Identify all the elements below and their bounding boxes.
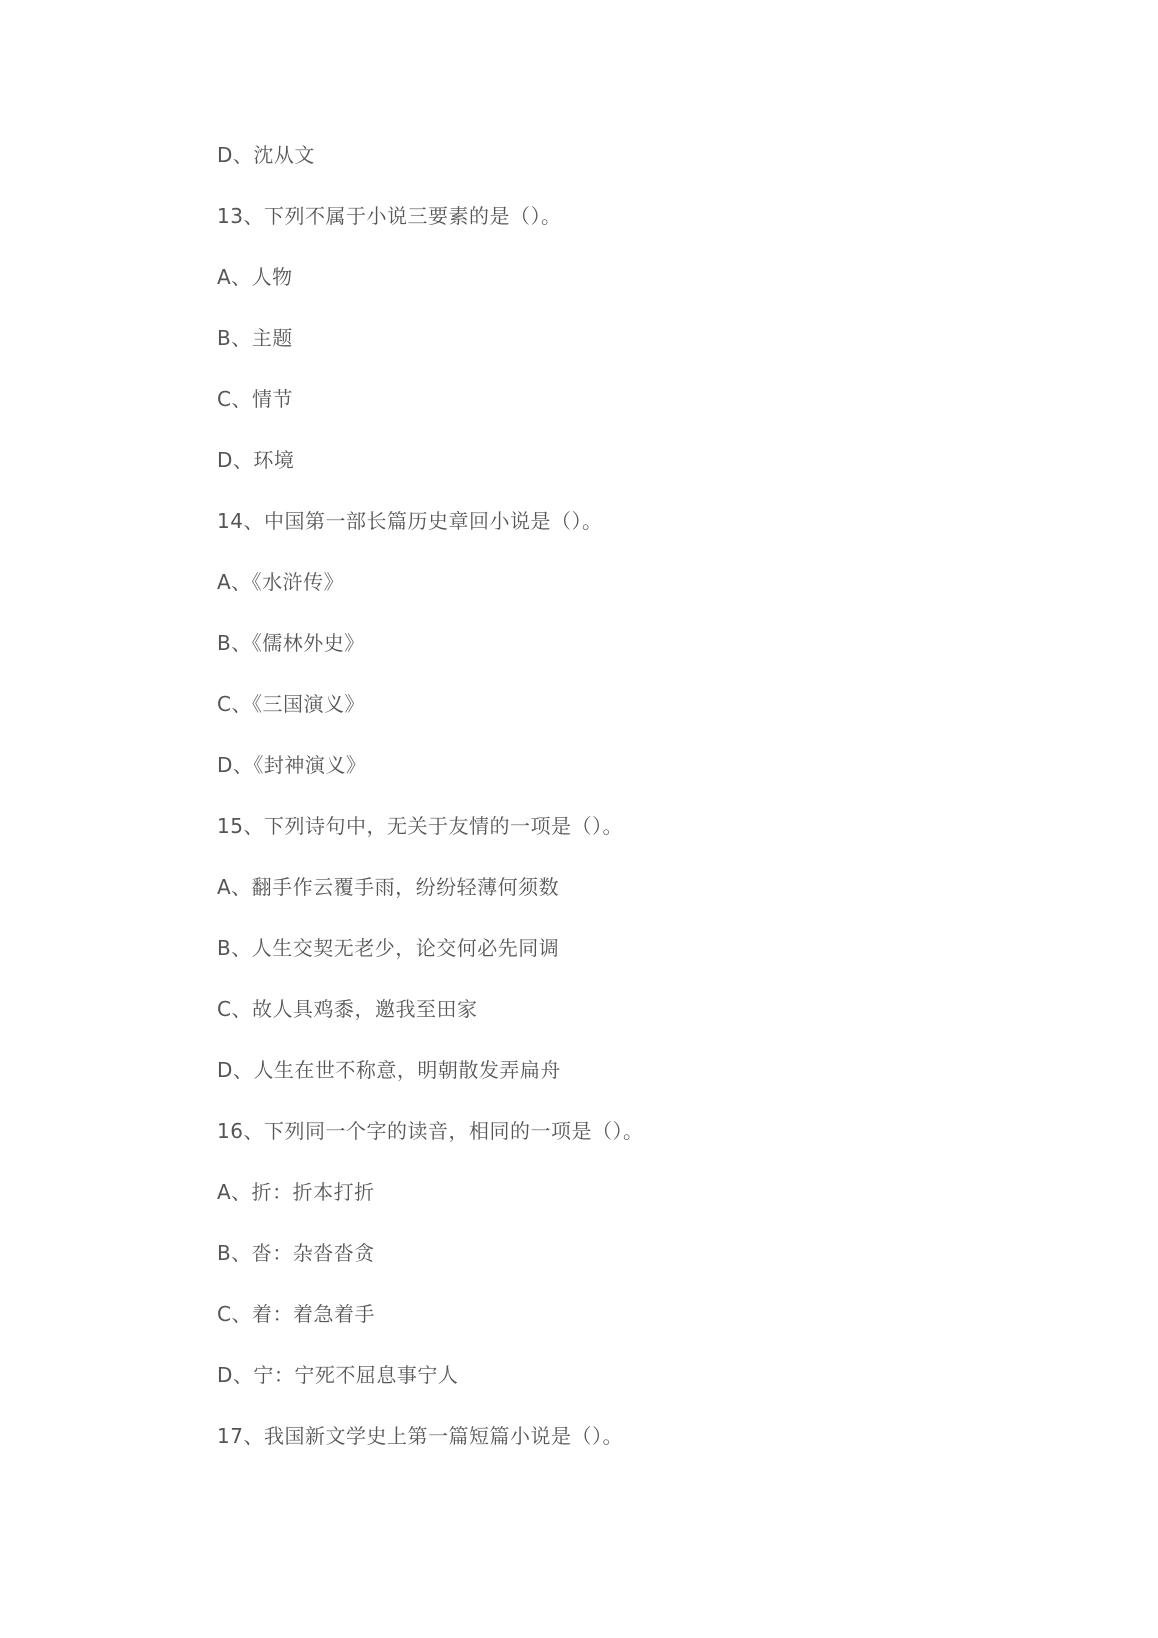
option-16-b: B、沓：杂沓沓贪: [217, 1241, 375, 1265]
option-16-c: C、着：着急着手: [217, 1302, 375, 1326]
option-13-a: A、人物: [217, 265, 293, 289]
option-15-d: D、人生在世不称意，明朝散发弄扁舟: [217, 1058, 561, 1082]
option-16-a: A、折：折本打折: [217, 1180, 375, 1204]
option-15-b: B、人生交契无老少，论交何必先同调: [217, 936, 560, 960]
option-16-d: D、宁：宁死不屈息事宁人: [217, 1363, 459, 1387]
option-12-d: D、沈从文: [217, 143, 315, 167]
option-14-c: C、《三国演义》: [217, 692, 365, 716]
option-13-b: B、主题: [217, 326, 293, 350]
question-16: 16、下列同一个字的读音，相同的一项是（）。: [217, 1119, 644, 1143]
option-15-a: A、翻手作云覆手雨，纷纷轻薄何须数: [217, 875, 560, 899]
option-13-c: C、情节: [217, 387, 293, 411]
option-15-c: C、故人具鸡黍，邀我至田家: [217, 997, 478, 1021]
option-13-d: D、环境: [217, 448, 295, 472]
question-14: 14、中国第一部长篇历史章回小说是（）。: [217, 509, 603, 533]
option-14-d: D、《封神演义》: [217, 753, 367, 777]
question-15: 15、下列诗句中，无关于友情的一项是（）。: [217, 814, 623, 838]
option-14-b: B、《儒林外史》: [217, 631, 365, 655]
question-13: 13、下列不属于小说三要素的是（）。: [217, 204, 562, 228]
question-17: 17、我国新文学史上第一篇短篇小说是（）。: [217, 1424, 623, 1448]
option-14-a: A、《水浒传》: [217, 570, 345, 594]
